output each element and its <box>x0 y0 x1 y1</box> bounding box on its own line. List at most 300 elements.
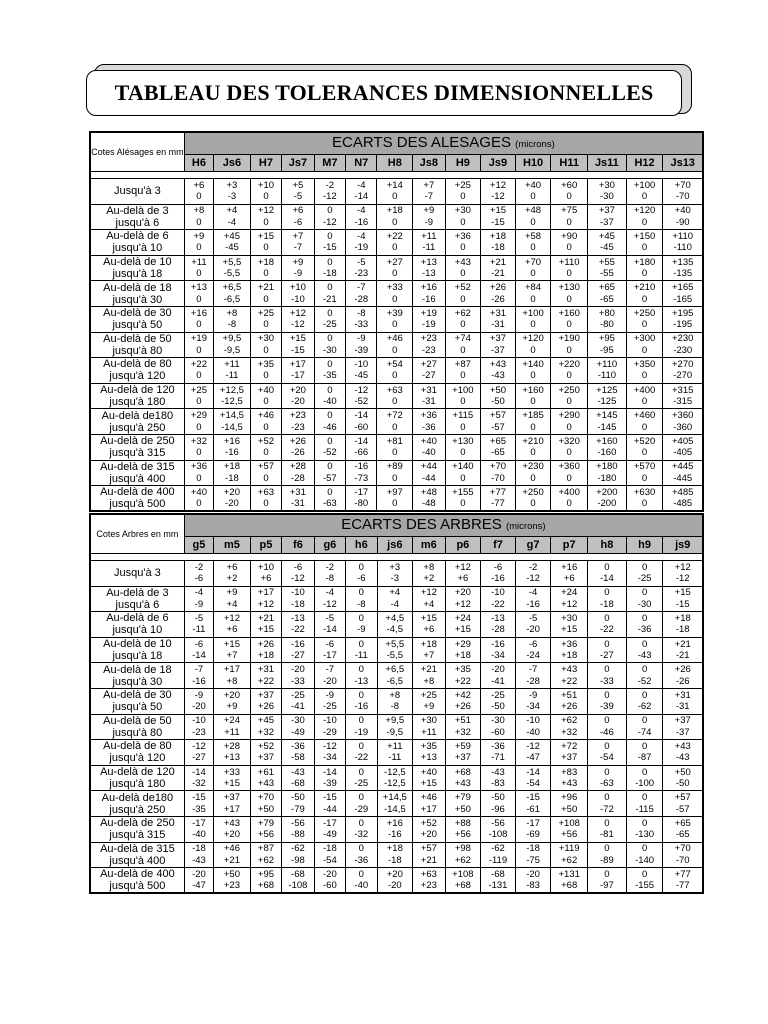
lower-deviation: -40 <box>192 829 206 841</box>
upper-deviation: +28 <box>223 740 240 752</box>
lower-deviation: 0 <box>566 191 572 203</box>
lower-deviation: +20 <box>223 829 240 841</box>
upper-deviation: +29 <box>190 410 207 422</box>
upper-deviation: +57 <box>489 410 507 422</box>
upper-deviation: +33 <box>386 282 403 294</box>
row-label <box>90 383 184 409</box>
lower-deviation: -17 <box>291 370 305 382</box>
lower-deviation: -110 <box>597 370 617 382</box>
lower-deviation: -46 <box>322 421 337 433</box>
tolerance-cell <box>626 434 663 460</box>
lower-deviation: -11 <box>388 752 402 764</box>
upper-deviation: -15 <box>526 792 540 804</box>
column-header: M7 <box>314 155 345 172</box>
upper-deviation: +70 <box>524 256 542 268</box>
tolerance-cell <box>588 486 627 512</box>
tolerance-cell <box>481 281 516 307</box>
upper-deviation: -6 <box>325 638 335 650</box>
upper-deviation: +65 <box>674 817 691 829</box>
table-row <box>90 332 703 358</box>
tolerance-cell <box>346 409 377 435</box>
tolerance-cell <box>663 230 703 256</box>
upper-deviation: +70 <box>674 179 691 191</box>
tolerance-cell <box>663 868 703 894</box>
lower-deviation: -39 <box>354 344 369 356</box>
tolerance-cell <box>377 765 413 791</box>
tolerance-cell <box>214 586 251 612</box>
upper-deviation: -68 <box>491 868 505 880</box>
lower-deviation: +22 <box>257 675 275 687</box>
lower-deviation: -48 <box>421 498 436 510</box>
lower-deviation: +62 <box>454 854 471 866</box>
tolerance-cell <box>282 714 314 740</box>
lower-deviation: -88 <box>291 829 305 841</box>
separator-row <box>90 172 703 179</box>
upper-deviation: +37 <box>598 205 615 217</box>
upper-deviation: +30 <box>454 205 471 217</box>
lower-deviation: -108 <box>488 829 508 841</box>
lower-deviation: 0 <box>263 396 269 408</box>
upper-deviation: -20 <box>291 664 305 676</box>
tolerance-cell <box>377 688 413 714</box>
lower-deviation: -12 <box>322 216 337 228</box>
upper-deviation: -13 <box>491 612 505 624</box>
upper-deviation: +10 <box>257 179 275 191</box>
upper-deviation: +43 <box>223 817 240 829</box>
lower-deviation: -16 <box>526 598 540 610</box>
tolerance-cell <box>214 204 251 230</box>
tolerance-cell <box>413 332 445 358</box>
row-label-line: Au-delà de180 <box>101 791 174 804</box>
row-label-line: Au-delà de 30 <box>103 689 172 702</box>
upper-deviation: 0 <box>327 230 333 242</box>
lower-deviation: -65 <box>491 447 505 459</box>
tolerance-cell <box>282 637 314 663</box>
upper-deviation: +88 <box>454 817 471 829</box>
upper-deviation: +14,5 <box>219 410 244 422</box>
upper-deviation: +130 <box>452 435 474 447</box>
tolerance-cell <box>588 612 627 638</box>
tolerance-cell <box>413 740 445 766</box>
upper-deviation: 0 <box>358 868 364 880</box>
upper-deviation: -2 <box>325 561 335 573</box>
lower-deviation: -28 <box>291 472 305 484</box>
tolerance-cell <box>184 842 213 868</box>
upper-deviation: -6 <box>194 638 204 650</box>
lower-deviation: -6 <box>194 573 204 585</box>
lower-deviation: -130 <box>635 829 655 841</box>
lower-deviation: -4,5 <box>386 624 403 636</box>
upper-deviation: +210 <box>522 435 544 447</box>
upper-deviation: +9,5 <box>385 715 405 727</box>
upper-deviation: +87 <box>454 358 471 370</box>
upper-deviation: +22 <box>190 358 207 370</box>
column-header: g7 <box>515 537 551 554</box>
tolerance-cell <box>445 179 481 205</box>
lower-deviation: -40 <box>322 396 337 408</box>
tolerance-cell <box>515 460 551 486</box>
upper-deviation: +70 <box>674 843 691 855</box>
lower-deviation: -50 <box>491 396 505 408</box>
lower-deviation: -45 <box>600 242 614 254</box>
lower-deviation: +13 <box>420 752 437 764</box>
lower-deviation: -15 <box>491 216 505 228</box>
tolerance-cell <box>214 179 251 205</box>
tolerance-cell <box>663 688 703 714</box>
lower-deviation: 0 <box>566 242 572 254</box>
tolerance-cell <box>626 460 663 486</box>
upper-deviation: -7 <box>194 664 204 676</box>
lower-deviation: -21 <box>675 650 690 662</box>
tolerance-cell <box>481 561 516 587</box>
row-label-line: jusqu'à 80 <box>112 344 163 357</box>
tolerance-cell <box>250 204 281 230</box>
tolerance-cell <box>663 637 703 663</box>
lower-deviation: 0 <box>196 396 202 408</box>
upper-deviation: +108 <box>558 817 580 829</box>
tolerance-cell <box>551 740 588 766</box>
upper-deviation: -4 <box>528 587 538 599</box>
upper-deviation: -5 <box>528 612 538 624</box>
upper-deviation: +350 <box>633 358 656 370</box>
upper-deviation: -20 <box>491 664 505 676</box>
tolerance-cell <box>214 281 251 307</box>
upper-deviation: -25 <box>491 689 505 701</box>
lower-deviation: -65 <box>675 829 690 841</box>
tolerance-cell <box>314 586 345 612</box>
upper-deviation: +3 <box>389 561 401 573</box>
lower-deviation: 0 <box>196 421 202 433</box>
lower-deviation: -75 <box>526 854 540 866</box>
tolerance-cell <box>413 204 445 230</box>
lower-deviation: +56 <box>257 829 275 841</box>
upper-deviation: +17 <box>289 358 306 370</box>
upper-deviation: +130 <box>558 282 580 294</box>
row-label-line: Au-delà de 250 <box>100 817 175 830</box>
upper-deviation: +8 <box>226 307 238 319</box>
upper-deviation: +210 <box>633 282 656 294</box>
tolerance-cell <box>346 460 377 486</box>
tolerance-cell <box>588 358 627 384</box>
tolerance-cell <box>250 255 281 281</box>
tolerance-cell <box>346 663 377 689</box>
lower-deviation: -27 <box>291 650 305 662</box>
lower-deviation: +56 <box>454 829 471 841</box>
upper-deviation: 0 <box>641 561 648 573</box>
tolerance-cell <box>250 409 281 435</box>
tolerance-cell <box>346 765 377 791</box>
upper-deviation: +4 <box>226 205 238 217</box>
lower-deviation: -37 <box>600 216 614 228</box>
lower-deviation: -4 <box>390 598 400 610</box>
lower-deviation: -43 <box>192 854 206 866</box>
tolerance-cell <box>250 434 281 460</box>
lower-deviation: -29 <box>323 726 337 738</box>
upper-deviation: +15 <box>420 612 437 624</box>
lower-deviation: -44 <box>421 472 436 484</box>
upper-deviation: +63 <box>257 486 275 498</box>
lower-deviation: +21 <box>223 854 240 866</box>
column-header: h8 <box>588 537 627 554</box>
tolerance-cell <box>481 612 516 638</box>
upper-deviation: -50 <box>291 792 305 804</box>
upper-deviation: +15 <box>489 205 507 217</box>
tolerance-cell <box>214 688 251 714</box>
tolerance-cell <box>445 765 481 791</box>
lower-deviation: 0 <box>263 447 269 459</box>
lower-deviation: -485 <box>673 498 693 510</box>
tolerance-cell <box>377 842 413 868</box>
upper-deviation: +108 <box>452 868 474 880</box>
tolerance-cell <box>377 612 413 638</box>
tolerance-cell <box>314 383 345 409</box>
column-header: f6 <box>282 537 314 554</box>
tolerance-cell <box>626 740 663 766</box>
upper-deviation: +27 <box>386 256 403 268</box>
upper-deviation: +6 <box>193 179 205 191</box>
upper-deviation: +11 <box>421 230 437 242</box>
tolerance-cell <box>377 434 413 460</box>
tolerance-cell <box>250 688 281 714</box>
lower-deviation: +2 <box>423 573 435 585</box>
upper-deviation: -9 <box>357 333 366 345</box>
upper-deviation: +140 <box>522 358 544 370</box>
row-label-line: jusqu'à 6 <box>115 598 160 611</box>
upper-deviation: +485 <box>672 486 694 498</box>
lower-deviation: -135 <box>673 268 693 280</box>
tolerance-cell <box>184 688 213 714</box>
tolerance-cell <box>551 179 588 205</box>
upper-deviation: +400 <box>633 384 656 396</box>
lower-deviation: 0 <box>566 268 572 280</box>
lower-deviation: -16 <box>387 829 402 841</box>
lower-deviation: +2 <box>226 573 238 585</box>
tolerance-cell <box>214 791 251 817</box>
upper-deviation: +320 <box>558 435 580 447</box>
upper-deviation: +18 <box>386 205 403 217</box>
upper-deviation: -12,5 <box>383 766 406 778</box>
upper-deviation: +25 <box>190 384 207 396</box>
row-label-line: jusqu'à 6 <box>115 216 160 229</box>
tolerance-cell <box>184 306 213 332</box>
upper-deviation: +31 <box>674 689 691 701</box>
tolerance-cell <box>282 688 314 714</box>
tolerance-cell <box>282 306 314 332</box>
tolerance-cell <box>626 204 663 230</box>
column-header: Js11 <box>588 155 627 172</box>
tolerance-cell <box>282 612 314 638</box>
tolerance-cell <box>314 791 345 817</box>
tolerance-cell <box>515 868 551 894</box>
upper-deviation: +21 <box>257 612 275 624</box>
upper-deviation: -14 <box>354 410 369 422</box>
lower-deviation: 0 <box>263 344 269 356</box>
tolerance-cell <box>346 332 377 358</box>
column-header: m6 <box>413 537 445 554</box>
lower-deviation: -17 <box>323 650 337 662</box>
lower-deviation: -200 <box>597 498 617 510</box>
upper-deviation: 0 <box>358 638 364 650</box>
lower-deviation: -165 <box>673 293 693 305</box>
upper-deviation: +135 <box>672 256 694 268</box>
upper-deviation: -12 <box>354 384 369 396</box>
tolerance-cell <box>588 663 627 689</box>
tolerance-cell <box>413 383 445 409</box>
tolerance-cell <box>588 637 627 663</box>
tolerance-cell <box>346 868 377 894</box>
upper-deviation: +27 <box>420 358 437 370</box>
upper-deviation: 0 <box>604 792 610 804</box>
tolerance-cell <box>626 281 663 307</box>
lower-deviation: +18 <box>454 650 471 662</box>
tolerance-cell <box>314 663 345 689</box>
tolerance-cell <box>314 765 345 791</box>
upper-deviation: -10 <box>491 587 505 599</box>
lower-deviation: -131 <box>488 880 508 892</box>
heading-unit: (microns) <box>515 139 555 150</box>
upper-deviation: +13 <box>420 256 437 268</box>
upper-deviation: -17 <box>323 817 337 829</box>
lower-deviation: -24 <box>526 650 540 662</box>
upper-deviation: +16 <box>420 282 437 294</box>
lower-deviation: -97 <box>600 880 614 892</box>
row-label-line: Jusqu'à 3 <box>114 185 161 198</box>
lower-deviation: -110 <box>673 242 692 254</box>
lower-deviation: 0 <box>263 242 269 254</box>
tolerance-cell <box>214 612 251 638</box>
upper-deviation: +45 <box>598 230 615 242</box>
tolerance-cell <box>413 434 445 460</box>
upper-deviation: +250 <box>633 307 656 319</box>
tolerance-cell <box>588 740 627 766</box>
row-label-line: jusqu'à 315 <box>109 447 166 460</box>
lower-deviation: 0 <box>460 191 466 203</box>
tolerance-cell <box>445 332 481 358</box>
upper-deviation: +9 <box>423 205 435 217</box>
upper-deviation: -36 <box>291 740 305 752</box>
tolerance-cell <box>626 765 663 791</box>
upper-deviation: 0 <box>641 868 648 880</box>
tolerance-cell <box>377 868 413 894</box>
lower-deviation: -57 <box>322 472 337 484</box>
lower-deviation: -32 <box>192 778 206 790</box>
lower-deviation: -39 <box>600 701 614 713</box>
tolerance-cell <box>314 230 345 256</box>
upper-deviation: -10 <box>526 715 540 727</box>
row-label-line: jusqu'à 500 <box>109 498 166 511</box>
tolerance-cell <box>588 816 627 842</box>
upper-deviation: +15 <box>674 587 691 599</box>
lower-deviation: 0 <box>460 268 466 280</box>
tolerance-cell <box>551 358 588 384</box>
upper-deviation: -30 <box>491 715 505 727</box>
upper-deviation: 0 <box>604 817 610 829</box>
tolerance-cell <box>481 714 516 740</box>
lower-deviation: +43 <box>257 778 275 790</box>
lower-deviation: -36 <box>421 421 436 433</box>
tolerance-cell <box>551 765 588 791</box>
lower-deviation: -9 <box>424 216 434 228</box>
lower-deviation: -43 <box>491 370 505 382</box>
upper-deviation: +11 <box>224 358 240 370</box>
lower-deviation: 0 <box>460 319 466 331</box>
row-label-line: jusqu'à 80 <box>112 726 163 739</box>
upper-deviation: -68 <box>291 868 305 880</box>
upper-deviation: +250 <box>522 486 544 498</box>
lower-deviation: -95 <box>600 344 614 356</box>
tolerance-cell <box>551 842 588 868</box>
lower-deviation: -26 <box>675 675 690 687</box>
lower-deviation: -14 <box>323 624 337 636</box>
table-heading-row <box>90 132 703 155</box>
upper-deviation: +100 <box>633 179 656 191</box>
lower-deviation: +26 <box>454 701 471 713</box>
upper-deviation: +190 <box>558 333 580 345</box>
upper-deviation: +270 <box>672 358 694 370</box>
table-heading <box>184 514 703 537</box>
tolerance-cell <box>445 434 481 460</box>
tolerance-cell <box>445 409 481 435</box>
tolerance-cell <box>663 791 703 817</box>
upper-deviation: +15 <box>223 638 240 650</box>
table-row <box>90 561 703 587</box>
lower-deviation: +17 <box>223 803 240 815</box>
lower-deviation: -72 <box>600 803 614 815</box>
lower-deviation: -36 <box>637 624 652 636</box>
upper-deviation: +65 <box>489 435 507 447</box>
upper-deviation: +120 <box>633 205 656 217</box>
upper-deviation: -56 <box>491 817 505 829</box>
tolerance-cell <box>515 204 551 230</box>
upper-deviation: +40 <box>420 435 437 447</box>
tolerance-cell <box>481 204 516 230</box>
upper-deviation: -4 <box>325 587 335 599</box>
tolerance-cell <box>663 740 703 766</box>
lower-deviation: -15 <box>291 344 305 356</box>
lower-deviation: -28 <box>491 624 505 636</box>
row-label <box>90 460 184 486</box>
upper-deviation: -6 <box>493 561 503 573</box>
upper-deviation: -10 <box>323 715 337 727</box>
tolerance-cell <box>588 281 627 307</box>
row-label-line: Au-delà de 400 <box>100 486 175 499</box>
row-label-line: Au-delà de 50 <box>103 332 172 345</box>
table-row <box>90 486 703 512</box>
upper-deviation: +17 <box>223 664 240 676</box>
lower-deviation: -90 <box>675 216 690 228</box>
column-header: p7 <box>551 537 588 554</box>
upper-deviation: +70 <box>257 792 275 804</box>
lower-deviation: -80 <box>600 319 614 331</box>
lower-deviation: -35 <box>322 370 337 382</box>
upper-deviation: 0 <box>641 612 648 624</box>
table-row <box>90 306 703 332</box>
tolerance-cell <box>626 383 663 409</box>
table-row <box>90 663 703 689</box>
lower-deviation: 0 <box>263 216 269 228</box>
upper-deviation: 0 <box>327 486 333 498</box>
lower-deviation: -19 <box>354 726 369 738</box>
upper-deviation: +20 <box>454 587 471 599</box>
upper-deviation: +26 <box>489 282 507 294</box>
separator <box>90 554 703 561</box>
row-label-line: Au-delà de 10 <box>103 256 172 269</box>
tolerance-cell <box>515 306 551 332</box>
upper-deviation: +18 <box>257 256 275 268</box>
upper-deviation: +75 <box>561 205 578 217</box>
upper-deviation: +21 <box>257 282 275 294</box>
tolerance-cell <box>184 637 213 663</box>
